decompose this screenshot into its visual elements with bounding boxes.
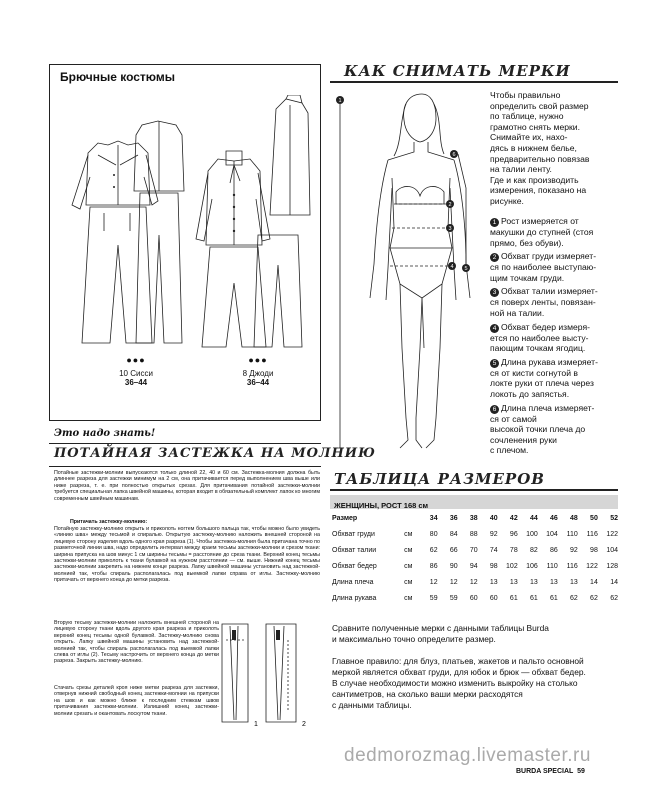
zipper-subhead: Притачать застежку-молнию: [70, 519, 148, 525]
tip-heading: Это надо знать! [54, 428, 156, 439]
fig-marker-6: 6 [452, 152, 456, 158]
model-dots: ●●● [248, 355, 268, 365]
step-5: 5 Длина рукава измеряет- ся от кисти согнутой в локте руки от плеча через локоть до запястья. [490, 356, 598, 399]
model-sizes: 36–44 [246, 378, 270, 387]
size-table [332, 510, 618, 606]
zipper-illustration [218, 620, 320, 730]
step-6: 6 Длина плеча измеряет- ся от самой высокой точки плеча до сочленения руки с плечом. [490, 402, 595, 456]
zipper-body-1: Потайную застежку-молнию открыть и приколоть ногтем большого пальца так, чтобы можно было увидеть «линию шва» между тесьмой и спиралью. Открытую застежку-молнию наложить внешней стороной на лицевую сторону изделия вдоль одного края разреза (1). Чтобы застежка-молния была притачана точно по разметочной линии шва, надо определить интервал между краем тесьмы застежки-молнии и срезом ткани: ширина припуска на шов минус 1 см ширины тесьмы = расстояние до среза ткани. Верхний конец тесьмы застежки-молнии приколоть к ткани булавкой на нужном расстоянии — см. выше. Нижний конец тесьмы застежки-молнии закрепить на нижнем конце разреза. Лапку швейной машины установить над застежкой-молнией так, чтобы спираль располагалась под выемкой лапки справа от иглы. Застежку-молнию притачать от верхнего конца до метки разреза. [54, 526, 320, 584]
table-row: Обхват груди см 80 84 88 92 96 100 104 110 116 122 [332, 530, 618, 538]
model-sizes: 36–44 [124, 378, 148, 387]
magazine-name: BURDA SPECIAL [516, 768, 574, 775]
fig-marker-1: 1 [338, 98, 342, 104]
table-row: Обхват талии см 62 66 70 74 78 82 86 92 98 104 [332, 546, 618, 554]
tip-rule [49, 443, 321, 444]
size-note-1: Сравните полученные мерки с данными таблицы Burda и максимально точно определите размер. [332, 623, 549, 644]
size-table-subtitle: ЖЕНЩИНЫ, РОСТ 168 см [330, 495, 618, 509]
fig-marker-4: 4 [450, 264, 454, 270]
table-row: Обхват бедер см 86 90 94 98 102 106 110 116 122 128 [332, 562, 618, 570]
folio [516, 768, 585, 775]
table-row: Длина плеча см 12 12 12 13 13 13 13 13 14 14 [332, 578, 618, 586]
size-note-2: Главное правило: для блуз, платьев, жакетов и пальто основной меркой является обхват груди, для юбок и брюк — обхват бедер. В случае необходимости можно изменить выкройку на столько сантиметров, на сколько ваши мерки расходятся с данными таблицы. [332, 656, 586, 710]
fig-marker-5: 5 [464, 266, 468, 272]
step-2: 2 Обхват груди измеряет- ся по наиболее выступаю- щим точкам груди. [490, 251, 597, 283]
model-8[interactable] [228, 355, 288, 387]
body-figure [330, 88, 490, 458]
measure-rule [330, 81, 618, 83]
fig-label-1: 1 [254, 721, 258, 728]
zipper-title: ПОТАЙНАЯ ЗАСТЕЖКА НА МОЛНИЮ [54, 446, 376, 461]
step-1: 1 Рост измеряется от макушки до ступней (стоя прямо, без обуви). [490, 216, 594, 248]
fashion-sketches [58, 95, 314, 355]
size-table-title: ТАБЛИЦА РАЗМЕРОВ [334, 470, 545, 488]
size-table-rule [330, 489, 618, 491]
step-3: 3 Обхват талии измеряет- ся поверх ленты, повязан- ной на талии. [490, 286, 598, 318]
measure-title: КАК СНИМАТЬ МЕРКИ [344, 62, 571, 80]
measure-intro: Чтобы правильно определить свой размер по таблице, нужно грамотно снять мерки. Снимайте их, нахо- дясь в нижнем белье, предварительно повязав на талии ленту. Где и как производить измерения, показано на рисунке. [490, 90, 590, 206]
size-header-row: Размер 34 36 38 40 42 44 46 48 50 52 [332, 514, 618, 522]
zipper-rule [49, 466, 321, 467]
model-name: 8 Джоди [242, 369, 274, 378]
zipper-body-2: Вторую тесьму застежки-молнии наложить внешней стороной на лицевую сторону ткани вдоль другого края разреза и приколоть верхний конец тесьмы одной булавкой. Застежку-молнию снова открыть. Лапку швейной машины установить над застежкой-молнией так, чтобы спираль располагалась под выемкой лапки слева от иглы (2). Тесьму настрочить от верхнего конца до метки разреза. Закрыть застежку-молнию. [54, 620, 219, 665]
watermark: dedmorozmag.livemaster.ru [344, 745, 591, 766]
page-number: 59 [577, 768, 585, 775]
costumes-panel [49, 64, 321, 421]
step-4: 4 Обхват бедер измеря- ется по наиболее высту- пающим точкам ягодиц. [490, 321, 591, 354]
model-10[interactable] [106, 355, 166, 387]
costumes-title: Брючные костюмы [60, 70, 176, 84]
fig-marker-3: 3 [448, 226, 452, 232]
zipper-body-3: Стачать срезы деталей кроя ниже метки разреза для застежки, отвернув нижний свободный конец застежки-молнии на припуски на шов и как можно ближе к последним стежкам швов притачивания застежки-молнии. Излишний конец застежки-молнии срезать и окантовать лоскутом ткани. [54, 685, 219, 717]
model-name: 10 Сисси [119, 369, 153, 378]
measure-steps [490, 216, 622, 456]
fig-label-2: 2 [302, 721, 306, 728]
zipper-intro: Потайные застежки-молнии выпускаются только длиной 22, 40 и 60 см. Застежка-молния должна быть длиннее разреза для застежки минимум на 2 см, она притачивается перед выполнением шва выше или ниже разреза, т. е. при полностью открытых срезах. Для притачивания потайной застежки-молнии требуется специальная лапка швейной машины, которая входит в обязательный комплект лапок ко многим современным швейным машинам. [54, 470, 320, 502]
fig-marker-2: 2 [448, 202, 452, 208]
table-row: Длина рукава см 59 59 60 60 61 61 61 62 62 62 [332, 594, 618, 602]
model-dots: ●●● [126, 355, 146, 365]
